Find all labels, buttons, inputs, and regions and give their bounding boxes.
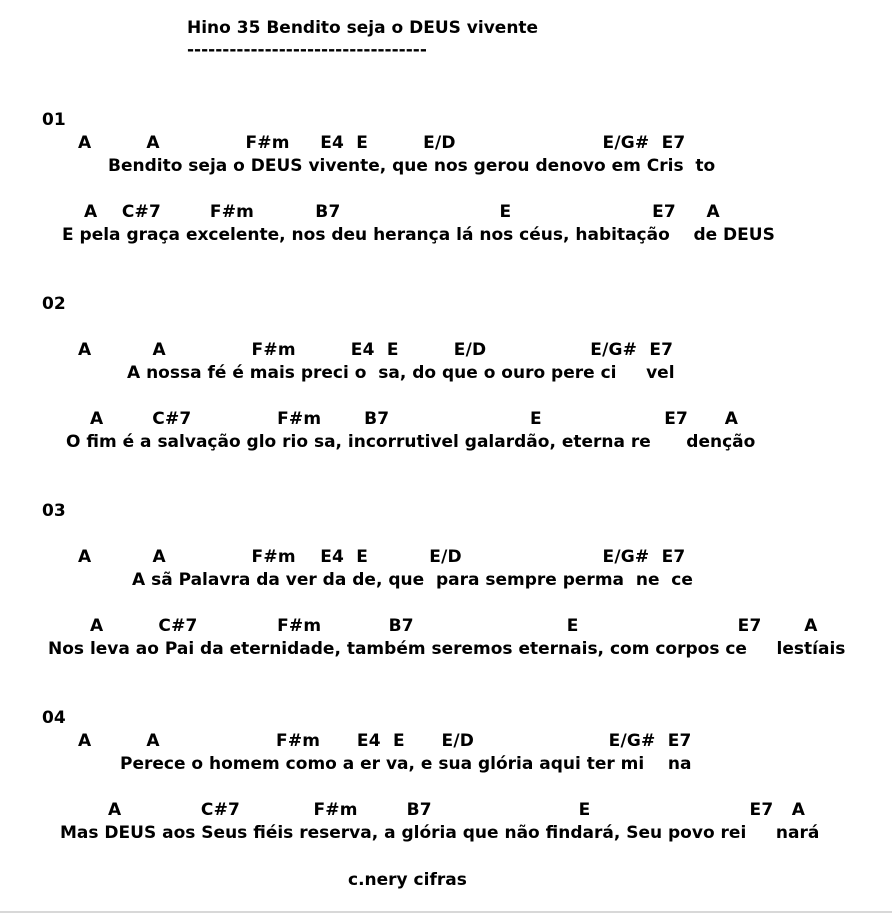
verse-number: 01 bbox=[42, 110, 66, 130]
lyric-line: O fim é a salvação glo rio sa, incorrutivel galardão, eterna re denção bbox=[66, 432, 756, 452]
verse-number: 02 bbox=[42, 294, 66, 314]
title-underline: ---------------------------------- bbox=[187, 40, 427, 60]
verse-number: 03 bbox=[42, 501, 66, 521]
lyric-line: A sã Palavra da ver da de, que para sempre perma ne ce bbox=[132, 570, 693, 590]
chord-line: A C#7 F#m B7 E E7 A bbox=[108, 800, 806, 820]
chord-line: A A F#m E4 E E/D E/G# E7 bbox=[78, 731, 692, 751]
lyric-line: Bendito seja o DEUS vivente, que nos gerou denovo em Cris to bbox=[108, 156, 716, 176]
chord-line: A A F#m E4 E E/D E/G# E7 bbox=[78, 547, 686, 567]
lyric-line: Mas DEUS aos Seus fiéis reserva, a glória que não findará, Seu povo rei nará bbox=[60, 823, 820, 843]
lyric-line: Nos leva ao Pai da eternidade, também seremos eternais, com corpos ce lestíais bbox=[48, 639, 846, 659]
verse-number: 04 bbox=[42, 708, 66, 728]
lyric-line: E pela graça excelente, nos deu herança lá nos céus, habitação de DEUS bbox=[62, 225, 775, 245]
chord-line: A C#7 F#m B7 E E7 A bbox=[90, 409, 739, 429]
signature: c.nery cifras bbox=[348, 870, 467, 890]
lyric-line: Perece o homem como a er va, e sua glória aqui ter mi na bbox=[120, 754, 692, 774]
chord-line: A A F#m E4 E E/D E/G# E7 bbox=[78, 340, 674, 360]
chord-line: A A F#m E4 E E/D E/G# E7 bbox=[78, 133, 686, 153]
song-title: Hino 35 Bendito seja o DEUS vivente bbox=[187, 18, 539, 38]
chord-line: A C#7 F#m B7 E E7 A bbox=[84, 202, 720, 222]
bottom-divider bbox=[0, 911, 892, 913]
chord-line: A C#7 F#m B7 E E7 A bbox=[90, 616, 818, 636]
lyric-line: A nossa fé é mais preci o sa, do que o ouro pere ci vel bbox=[127, 363, 675, 383]
